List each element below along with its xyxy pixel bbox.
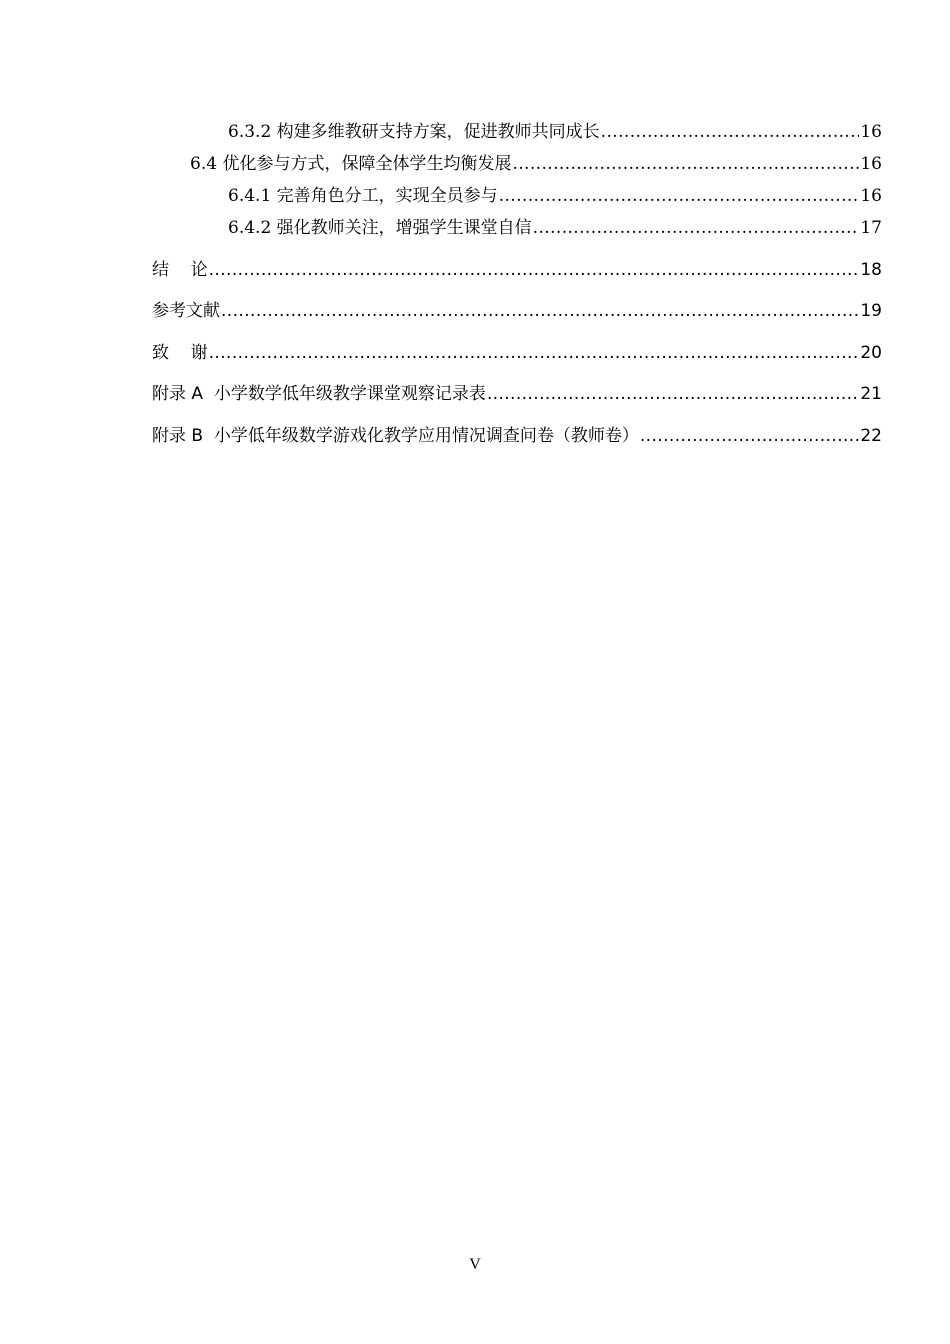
toc-entry-acknowledgements[interactable] (152, 339, 882, 363)
toc-entry-appendix-b[interactable] (152, 422, 882, 446)
toc-entry-page: 16 (860, 122, 882, 142)
toc-dot-leader (209, 260, 860, 280)
toc-entry-6-4-2[interactable] (228, 214, 882, 238)
toc-entry-label: 附录 B 小学低年级数学游戏化教学应用情况调查问卷（教师卷） (152, 426, 639, 446)
toc-entry-page: 17 (860, 218, 882, 238)
toc-entry-page: 21 (860, 384, 882, 404)
toc-entry-label: 参考文献 (152, 301, 220, 321)
toc-entry-label: 致 谢 (152, 343, 208, 363)
toc-entry-label: 结 论 (152, 260, 208, 280)
toc-entry-6-4-1[interactable] (228, 182, 882, 206)
toc-dot-leader (601, 122, 860, 142)
toc-dot-leader (487, 384, 860, 404)
toc-entry-label: 6.4.2 强化教师关注，增强学生课堂自信 (228, 218, 532, 238)
page-number: V (469, 1256, 481, 1273)
toc-entry-page: 16 (860, 186, 882, 206)
toc-entry-label: 6.3.2 构建多维教研支持方案，促进教师共同成长 (228, 122, 600, 142)
toc-entry-page: 19 (860, 301, 882, 321)
toc-entry-page: 18 (860, 260, 882, 280)
toc-entry-page: 20 (860, 343, 882, 363)
toc-dot-leader (512, 154, 859, 174)
toc-dot-leader (209, 343, 860, 363)
toc-entry-page: 22 (860, 426, 882, 446)
toc-entry-6-4[interactable] (190, 150, 882, 174)
toc-entry-label: 6.4.1 完善角色分工，实现全员参与 (228, 186, 498, 206)
toc-dot-leader (640, 426, 859, 446)
toc-entry-references[interactable] (152, 297, 882, 321)
toc-entry-6-3-2[interactable] (228, 118, 882, 142)
toc-dot-leader (499, 186, 860, 206)
toc-entry-appendix-a[interactable] (152, 380, 882, 404)
toc-dot-leader (221, 301, 859, 321)
toc-entry-label: 附录 A 小学数学低年级教学课堂观察记录表 (152, 384, 486, 404)
toc-entry-conclusion[interactable] (152, 256, 882, 280)
toc-entry-label: 6.4 优化参与方式，保障全体学生均衡发展 (190, 154, 512, 174)
toc-entry-page: 16 (860, 154, 882, 174)
toc-dot-leader (533, 218, 860, 238)
